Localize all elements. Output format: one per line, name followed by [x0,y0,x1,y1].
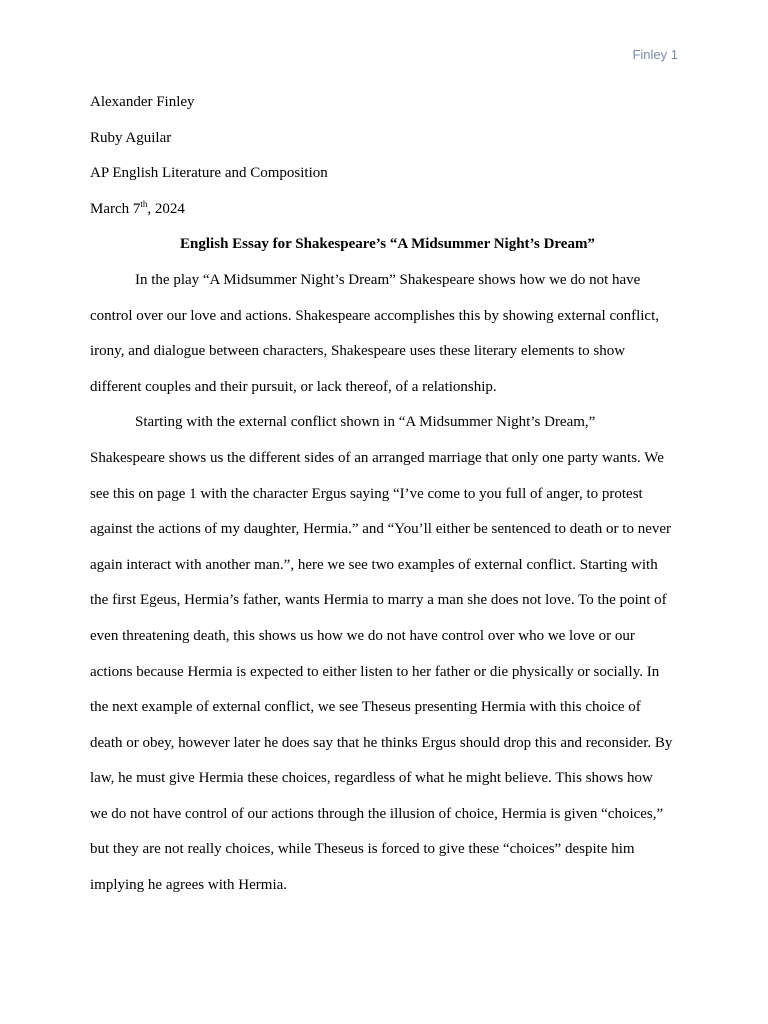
paragraph-line: In the play “A Midsummer Night’s Dream” Shakespeare shows how we do not have [135,271,641,288]
paragraph-line: actions because Hermia is expected to either listen to her father or die physically or socially. In [90,663,660,680]
paragraph-line: against the actions of my daughter, Hermia.” and “You’ll either be sentenced to death or to never [90,521,672,538]
heading-author: Alexander Finley [90,94,195,110]
essay-body [90,85,685,904]
paragraph-line: irony, and dialogue between characters, Shakespeare uses these literary elements to show [90,343,626,360]
heading-date [90,192,685,228]
running-head: Finley 1 [632,47,678,62]
heading-course: AP English Literature and Composition [90,165,328,182]
paragraph-line: control over our love and actions. Shakespeare accomplishes this by showing external conflict, [90,307,660,324]
paragraph-line: see this on page 1 with the character Ergus saying “I’ve come to you full of anger, to protest [90,485,643,502]
date-prefix: March 7 [90,200,141,217]
heading-instructor: Ruby Aguilar [90,129,172,146]
paragraph-line: Starting with the external conflict shown in “A Midsummer Night’s Dream,” [135,414,596,431]
paragraph-line: implying he agrees with Hermia. [90,877,288,894]
paragraph-1 [90,263,685,405]
paragraph-line: Shakespeare shows us the different sides of an arranged marriage that only one party wants. We [90,449,664,466]
paragraph-line: but they are not really choices, while Theseus is forced to give these “choices” despite him [90,841,635,858]
paragraph-line: again interact with another man.”, here we see two examples of external conflict. Starting with [90,556,658,573]
essay-title: English Essay for Shakespeare’s “A Midsummer Night’s Dream” [180,236,595,253]
paragraph-2 [90,405,685,903]
date-suffix: , 2024 [147,200,185,217]
paragraph-line: law, he must give Hermia these choices, regardless of what he might believe. This shows how [90,770,653,787]
paragraph-line: we do not have control of our actions through the illusion of choice, Hermia is given “choices,” [90,805,664,822]
paragraph-line: different couples and their pursuit, or lack thereof, of a relationship. [90,378,497,395]
paragraph-line: the first Egeus, Hermia’s father, wants Hermia to marry a man she does not love. To the point of [90,592,667,609]
paragraph-line: the next example of external conflict, we see Theseus presenting Hermia with this choice of [90,699,641,716]
paragraph-line: death or obey, however later he does say that he thinks Ergus should drop this and reconsider. By [90,734,673,751]
date-superscript: th [140,198,148,209]
paragraph-line: even threatening death, this shows us how we do not have control over who we love or our [90,627,635,644]
